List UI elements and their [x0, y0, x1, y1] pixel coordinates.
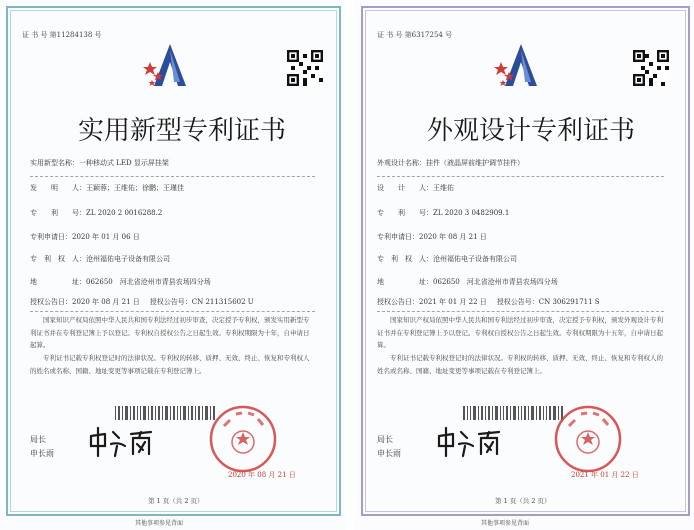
field-address: 地 址：062650 河北省沧州市青县农场四分场 — [30, 278, 211, 286]
separator — [30, 311, 315, 312]
divider — [345, 0, 355, 530]
certificate-number: 证 书 号 第11284138 号 — [22, 31, 102, 39]
footnote: 其他事项参见背面 — [481, 520, 530, 527]
utility-model-certificate — [0, 0, 345, 530]
field-patentee: 专 利 权 人：沧州福佑电子设备有限公司 — [30, 255, 170, 263]
certificate-title: 外观设计专利证书 — [427, 116, 636, 146]
field-patent-number: 专 利 号：ZL 2020 3 0482909.1 — [377, 209, 510, 217]
separator — [377, 311, 664, 312]
separator — [30, 176, 315, 177]
certificate-title: 实用新型专利证书 — [78, 116, 287, 146]
legal-status-statement: 专利证书记载专利权登记时的法律状况。专利权的转移、质押、无效、终止、恢复和专利权人的姓名或名称、国籍、地址变更等事项记载在专利登记簿上。 — [30, 354, 310, 375]
field-application-date: 专利申请日：2020 年 01 月 06 日 — [30, 233, 140, 241]
page-number: 第 1 页（共 2 页） — [495, 497, 551, 505]
grant-statement: 国家知识产权局依照中华人民共和国专利法经过初步审查，决定授予专利权，颁发外观设计专利证书并在专利登记簿上予以登记。专利权自授权公告之日起生效。专利权期限为十五年，自申请日起算。 — [377, 316, 663, 349]
seal-date: 2020 年 08 月 21 日 — [228, 471, 296, 479]
field-grant-date: 授权公告日：2021 年 01 月 22 日 授权公告号：CN 306291711 S — [377, 298, 600, 306]
field-address: 地 址：062650 河北省沧州市青县农场四分场 — [377, 278, 558, 286]
grant-statement: 国家知识产权局依照中华人民共和国专利法经过初步审查，决定授予专利权，颁发实用新型专利证书并在专利登记簿上予以登记。专利权自授权公告之日起生效。专利权期限为十年，自申请日起算。 — [30, 316, 310, 349]
seal-date: 2021 年 01 月 22 日 — [571, 471, 639, 479]
official-seal-icon — [553, 404, 623, 474]
field-design-name: 实用新型名称：一种移动式 LED 显示屏挂架 — [30, 159, 169, 167]
separator — [377, 176, 664, 177]
director-name: 申长雨 — [30, 449, 54, 458]
field-patent-number: 专 利 号：ZL 2020 2 0016288.2 — [30, 209, 163, 217]
handwritten-signature — [433, 424, 503, 460]
barcode-icon — [463, 406, 563, 420]
official-seal-icon — [208, 404, 278, 474]
footnote: 其他事项参见背面 — [135, 520, 184, 527]
cnipa-logo-icon — [491, 42, 551, 90]
page-number: 第 1 页（共 2 页） — [148, 497, 204, 505]
certificate-number: 证 书 号 第6317254 号 — [377, 31, 453, 39]
field-designer: 设 计 人：王维佑 — [377, 184, 454, 192]
director-title: 局长 — [377, 435, 393, 444]
field-application-date: 专利申请日：2020 年 08 月 21 日 — [377, 233, 487, 241]
cnipa-logo-icon — [140, 42, 200, 90]
field-design-name: 外观设计名称：挂件（液晶屏前维护调节挂件） — [377, 159, 524, 167]
field-inventor: 发 明 人：王颖蓉；王维佑；徐鹏；王瑾佳 — [30, 184, 184, 192]
field-grant-date: 授权公告日：2020 年 08 月 21 日 授权公告号：CN 211315602 U — [30, 298, 254, 306]
barcode-icon — [115, 406, 215, 420]
director-title: 局长 — [30, 435, 46, 444]
legal-status-statement: 专利证书记载专利权登记时的法律状况。专利权的转移、质押、无效、终止、恢复和专利权人的姓名或名称、国籍、地址变更等事项记载在专利登记簿上。 — [377, 354, 663, 375]
design-patent-certificate — [355, 0, 694, 530]
field-patentee: 专 利 权 人：沧州福佑电子设备有限公司 — [377, 255, 517, 263]
qr-code-icon — [287, 50, 323, 86]
handwritten-signature — [85, 424, 155, 460]
qr-code-icon — [633, 50, 669, 86]
director-name: 申长雨 — [377, 449, 401, 458]
